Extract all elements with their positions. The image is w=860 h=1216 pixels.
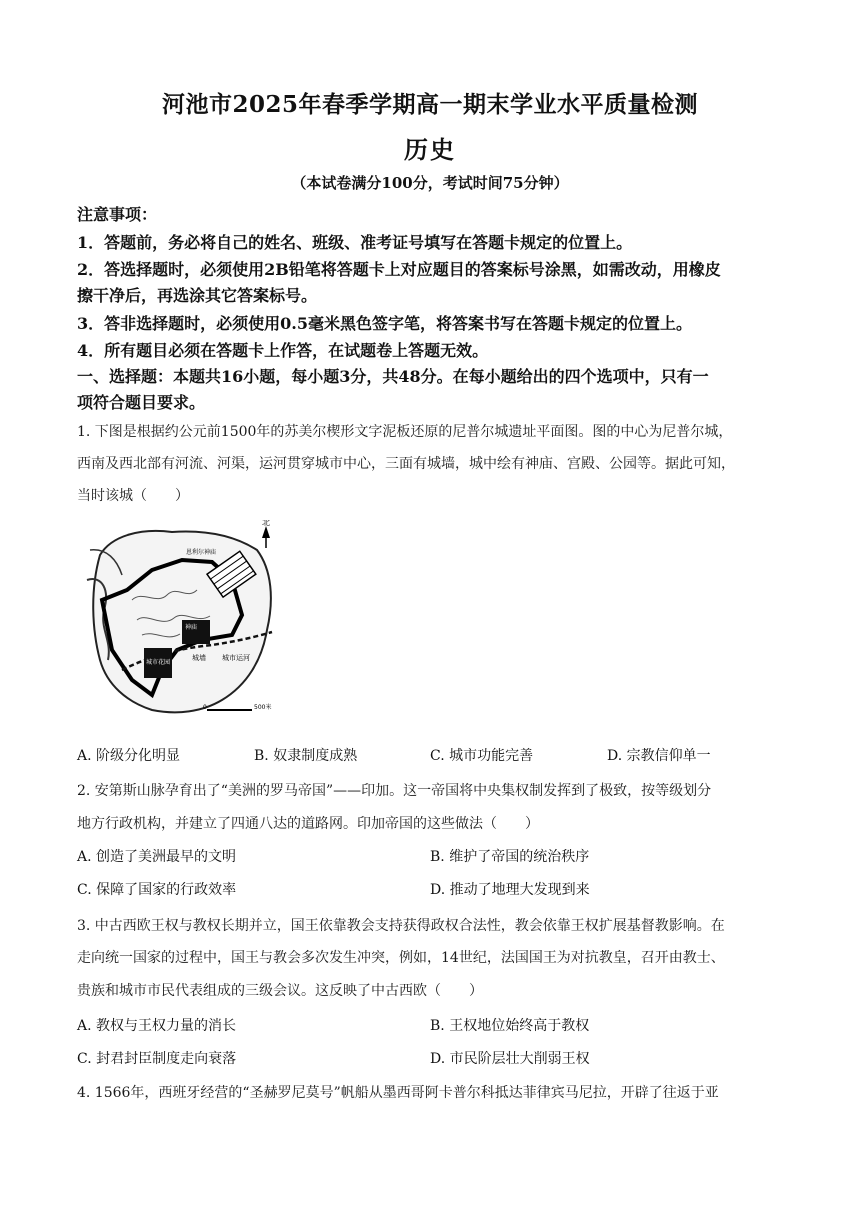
question-1-option-b: B. 奴隶制度成熟 xyxy=(254,748,358,764)
question-3-option-d: D. 市民阶层壮大削弱王权 xyxy=(430,1051,590,1067)
map-label: 恩利尔神庙 xyxy=(186,549,217,556)
question-3-option-b: B. 王权地位始终高于教权 xyxy=(430,1018,590,1034)
question-2-option-a: A. 创造了美洲最早的文明 xyxy=(77,849,237,865)
question-3-text: 3. 中古西欧王权与教权长期并立，国王依靠教会支持获得政权合法性，教会依靠王权扩展基督教影响。在 xyxy=(77,918,725,934)
notice-heading: 注意事项： xyxy=(77,205,158,224)
question-2-option-d: D. 推动了地理大发现到来 xyxy=(430,882,590,898)
subject-title: 历史 xyxy=(404,135,456,164)
map-scale-zero: 0 xyxy=(203,704,207,711)
map-label: 神庙 xyxy=(185,624,198,631)
map-label: 城市运河 xyxy=(222,654,250,662)
question-1-text: 1. 下图是根据约公元前1500年的苏美尔楔形文字泥板还原的尼普尔城遗址平面图。图的中心为尼普尔城， xyxy=(77,424,733,440)
map-label: 城市花园 xyxy=(146,659,171,666)
question-2-text: 地方行政机构，并建立了四通八达的道路网。印加帝国的这些做法（ ） xyxy=(77,816,539,832)
question-3-option-c: C. 封君封臣制度走向衰落 xyxy=(77,1051,237,1067)
question-1-text: 西南及西北部有河流、河渠，运河贯穿城市中心，三面有城墙，城中绘有神庙、宫殿、公园等。据此可知， xyxy=(77,456,735,472)
question-2-text: 2. 安第斯山脉孕育出了“美洲的罗马帝国”——印加。这一帝国将中央集权制发挥到了极致，按等级划分 xyxy=(77,783,712,799)
map-north-label: 北 xyxy=(262,520,270,527)
section-heading: 一、选择题：本题共16小题，每小题3分，共48分。在每小题给出的四个选项中，只有一 xyxy=(77,367,709,386)
question-3-text: 走向统一国家的过程中，国王与教会多次发生冲突，例如，14世纪，法国国王为对抗教皇，召开由教士、 xyxy=(77,950,725,966)
notice-item: 4．所有题目必须在答题卡上作答，在试题卷上答题无效。 xyxy=(77,341,489,360)
notice-item: 3．答非选择题时，必须使用0.5毫米黑色签字笔，将答案书写在答题卡规定的位置上。 xyxy=(77,314,692,333)
question-1-option-c: C. 城市功能完善 xyxy=(430,748,534,764)
question-4-text: 4. 1566年，西班牙经营的“圣赫罗尼莫号”帆船从墨西哥阿卡普尔科抵达菲律宾马尼拉，开辟了往返于亚 xyxy=(77,1085,719,1101)
question-1-option-a: A. 阶级分化明显 xyxy=(77,748,181,764)
notice-item: 擦干净后，再选涂其它答案标号。 xyxy=(77,286,318,305)
question-3-text: 贵族和城市市民代表组成的三级会议。这反映了中古西欧（ ） xyxy=(77,983,483,999)
question-1-text: 当时该城（ ） xyxy=(77,488,189,504)
question-2-option-b: B. 维护了帝国的统治秩序 xyxy=(430,849,590,865)
map-label: 城墙 xyxy=(192,654,206,662)
question-2-option-c: C. 保障了国家的行政效率 xyxy=(77,882,237,898)
exam-title: 河池市2025年春季学期高一期末学业水平质量检测 xyxy=(161,91,698,118)
question-3-option-a: A. 教权与王权力量的消长 xyxy=(77,1018,237,1034)
exam-info: （本试卷满分100分，考试时间75分钟） xyxy=(291,174,569,192)
nippur-map-figure xyxy=(82,520,282,720)
map-scale-label: 500米 xyxy=(254,704,272,711)
notice-item: 2．答选择题时，必须使用2B铅笔将答题卡上对应题目的答案标号涂黑，如需改动，用橡皮 xyxy=(77,260,721,279)
notice-item: 1．答题前，务必将自己的姓名、班级、准考证号填写在答题卡规定的位置上。 xyxy=(77,233,633,252)
section-heading: 项符合题目要求。 xyxy=(77,393,206,412)
question-1-option-d: D. 宗教信仰单一 xyxy=(607,748,711,764)
